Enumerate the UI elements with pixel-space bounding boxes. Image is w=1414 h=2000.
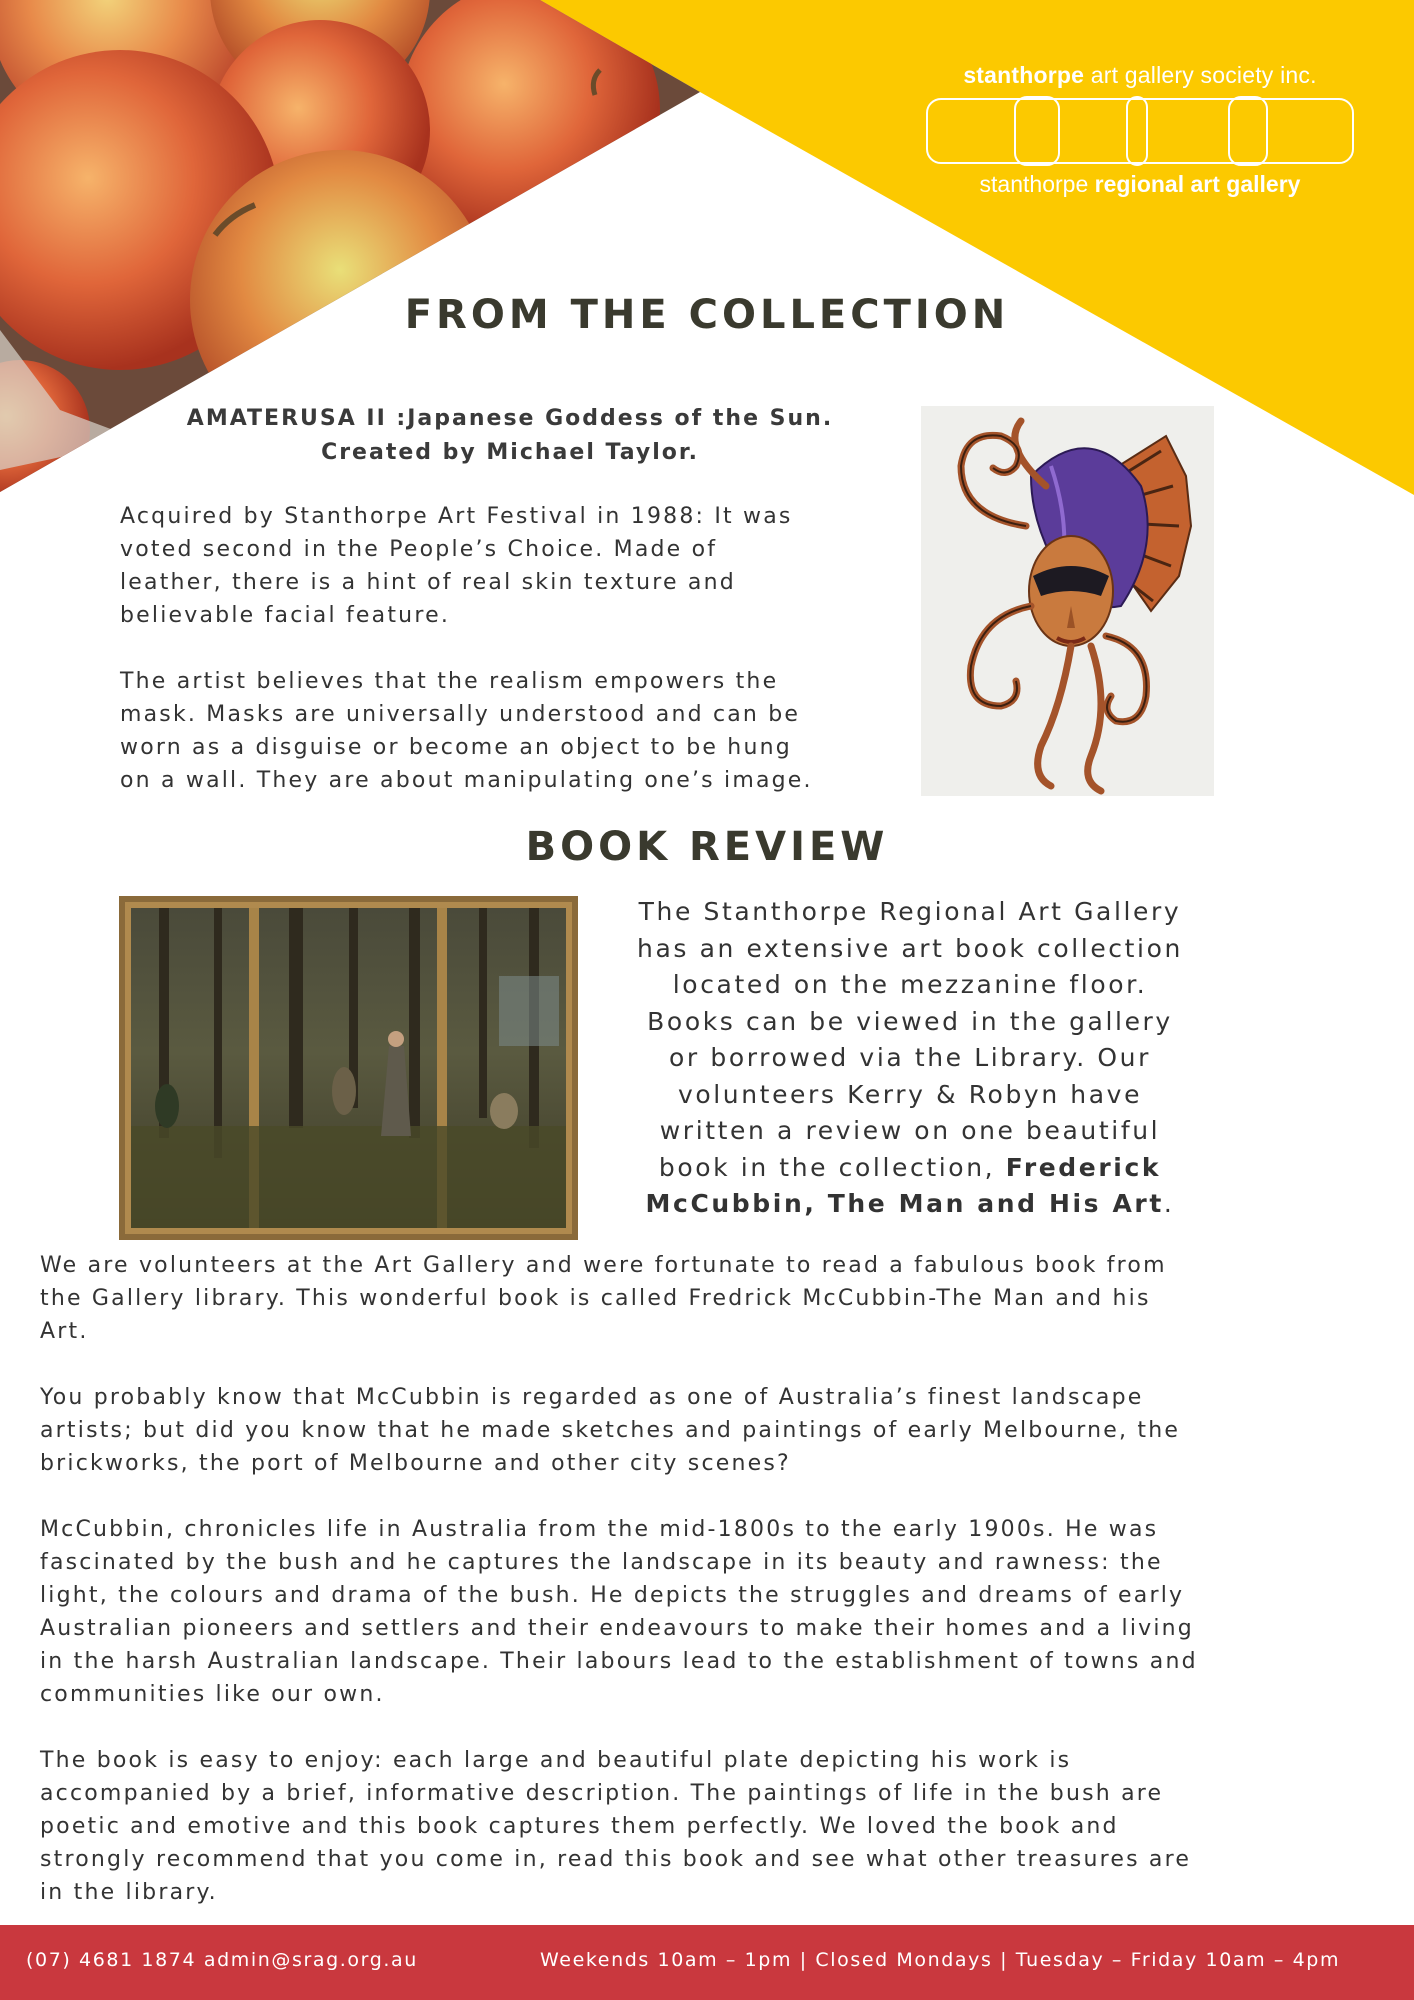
footer-contact[interactable]: (07) 4681 1874 admin@srag.org.au [26,1949,418,1971]
logo-society-name: stanthorpe art gallery society inc. [963,62,1317,88]
mccubbin-painting-image [119,896,578,1240]
review-paragraph-1: We are volunteers at the Art Gallery and were fortunate to read a fabulous book from the Gallery library. This wonderful book is called Fredrick McCubbin-The Man and his Art. [40,1253,1167,1344]
review-paragraph-2: You probably know that McCubbin is regarded as one of Australia’s finest landscape artists; but did you know that he made sketches and paintings of early Melbourne, the brickworks, the port of Melbourne and other city scenes? [40,1385,1181,1476]
book-review-heading: BOOK REVIEW [525,824,889,870]
book-review-intro: The Stanthorpe Regional Art Gallery has an extensive art book collection located on the mezzanine floor. Books can be viewed in the gallery or borrowed via the Library. Our volunteers Kerry & Robyn have written a review on one beautiful book in the collection, Frederick McCubbin, The Man and His Art. [637,897,1183,1218]
artwork-title: AMATERUSA II :Japanese Goddess of the Sun. Created by Michael Taylor. [186,406,834,465]
gallery-logo[interactable] [920,62,1360,198]
logo-frames-icon [925,95,1355,167]
book-title-part-1: Frederick [1005,1152,1162,1182]
footer-bar [0,1925,1414,2000]
review-paragraph-3: McCubbin, chronicles life in Australia from the mid-1800s to the early 1900s. He was fascinated by the bush and he captures the landscape in its beauty and rawness: the light, the colours and drama of the bush. He depicts the struggles and dreams of early Australian pioneers and settlers and their endeavours to make their homes and a living in the harsh Australian landscape. Their labours lead to the establishment of towns and communities like our own. [40,1517,1198,1707]
logo-gallery-name: stanthorpe regional art gallery [979,171,1301,197]
collection-paragraph-1: Acquired by Stanthorpe Art Festival in 1988: It was voted second in the People’s Choice. Made of leather, there is a hint of real skin texture and believable facial feature. [120,504,793,628]
collection-heading: FROM THE COLLECTION [404,292,1010,338]
mask-artwork-image [921,406,1214,796]
book-title-part-2: McCubbin, The Man and His Art [645,1189,1164,1218]
collection-paragraph-2: The artist believes that the realism empowers the mask. Masks are universally understood and can be worn as a disguise or become an object to be hung on a wall. They are about manipulating one’s image. [120,669,813,793]
footer-opening-hours: Weekends 10am – 1pm | Closed Mondays | Tuesday – Friday 10am – 4pm [540,1949,1341,1971]
review-paragraph-4: The book is easy to enjoy: each large and beautiful plate depicting his work is accompanied by a brief, informative description. The paintings of life in the bush are poetic and emotive and this book captures them perfectly. We loved the book and strongly recommend that you come in, read this book and see what other treasures are in the library. [40,1748,1192,1905]
